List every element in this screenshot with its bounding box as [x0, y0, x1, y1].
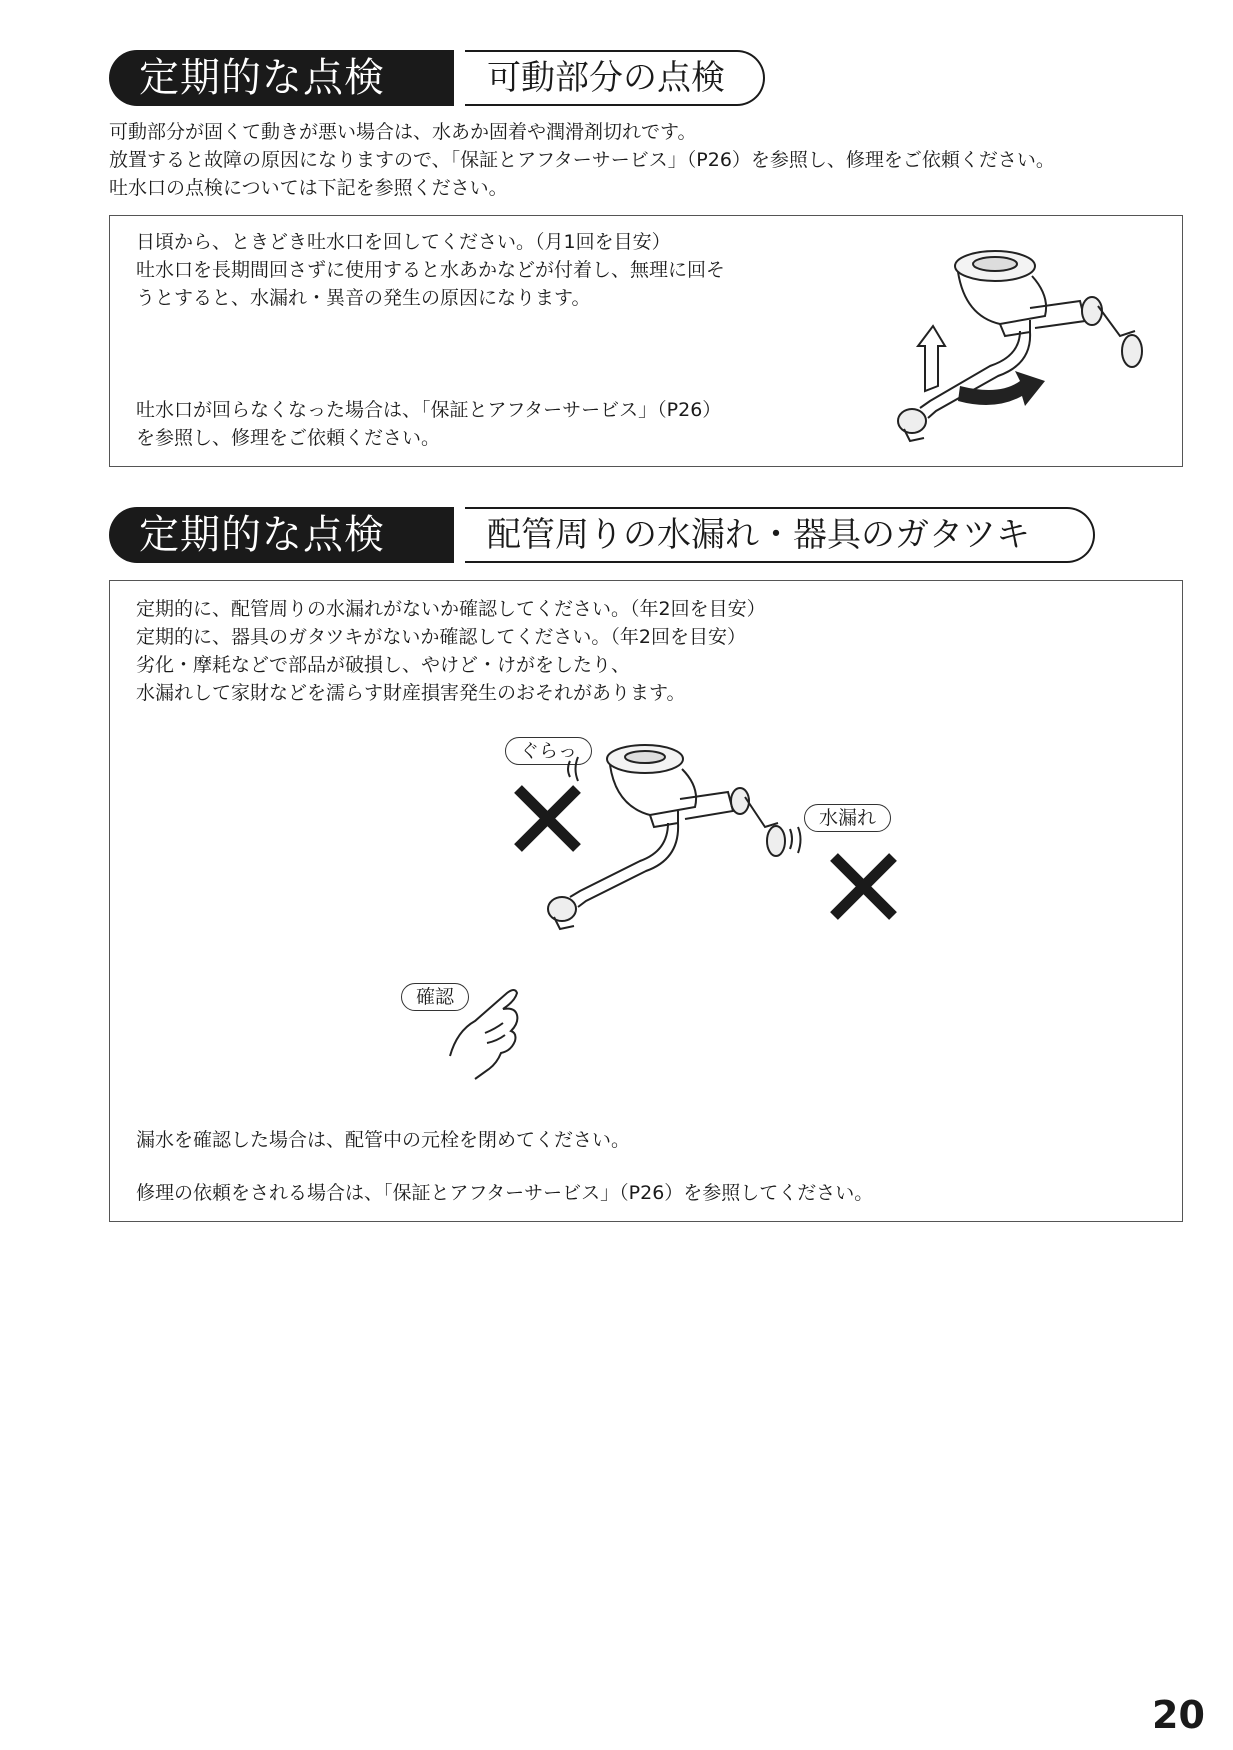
box-line: 劣化・摩耗などで部品が破損し、やけど・けがをしたり、: [136, 654, 631, 676]
box-line: うとすると、水漏れ・異音の発生の原因になります。: [136, 287, 591, 309]
label-check: 確認: [401, 983, 469, 1011]
section2-subtitle: 配管周りの水漏れ・器具のガタツキ: [465, 507, 1095, 563]
box-line: 水漏れして家財などを濡らす財産損害発生のおそれがあります。: [136, 682, 686, 704]
faucet-rotate-illustration: [870, 236, 1170, 456]
box-note-line: 吐水口が回らなくなった場合は、「保証とアフターサービス」（P26）: [136, 399, 722, 421]
box-text: [136, 228, 725, 312]
box-text: [136, 595, 766, 707]
label-leak: 水漏れ: [804, 804, 891, 832]
intro-line: 放置すると故障の原因になりますので、「保証とアフターサービス」（P26）を参照し、修理をご依頼ください。: [109, 149, 1055, 171]
faucet-illustration: [540, 731, 830, 941]
section1-intro: [109, 118, 1055, 202]
section2-title: 定期的な点検: [109, 507, 454, 563]
label-wobble: ぐらっ: [505, 737, 592, 765]
box-line: 定期的に、器具のガタツキがないか確認してください。（年2回を目安）: [136, 626, 747, 648]
section2-header: [109, 507, 1094, 563]
box-note: [136, 396, 721, 452]
box-line: 吐水口を長期間回さずに使用すると水あかなどが付着し、無理に回そ: [136, 259, 726, 281]
intro-line: 吐水口の点検については下記を参照ください。: [109, 177, 508, 199]
wobble-lines-icon: [568, 757, 578, 781]
prohibited-x-icon: [826, 849, 901, 924]
box-note-line: を参照し、修理をご依頼ください。: [136, 427, 441, 449]
note-close-valve: 漏水を確認した場合は、配管中の元栓を閉めてください。: [136, 1129, 631, 1151]
section1-header: [109, 50, 769, 106]
intro-line: 可動部分が固くて動きが悪い場合は、水あか固着や潤滑剤切れです。: [109, 121, 697, 143]
note-repair-request: 修理の依頼をされる場合は、「保証とアフターサービス」（P26）を参照してください。: [136, 1182, 874, 1204]
section1-subtitle: 可動部分の点検: [465, 50, 765, 106]
pointing-hand-icon: [445, 971, 555, 1081]
section1-title: 定期的な点検: [109, 50, 454, 106]
rotate-arrow-up-icon: [918, 326, 945, 391]
box-line: 定期的に、配管周りの水漏れがないか確認してください。（年2回を目安）: [136, 598, 766, 620]
box-line: 日頃から、ときどき吐水口を回してください。（月1回を目安）: [136, 231, 671, 253]
section2-box: [109, 580, 1183, 1222]
section1-box: [109, 215, 1183, 467]
page-number: 20: [1152, 1693, 1205, 1737]
